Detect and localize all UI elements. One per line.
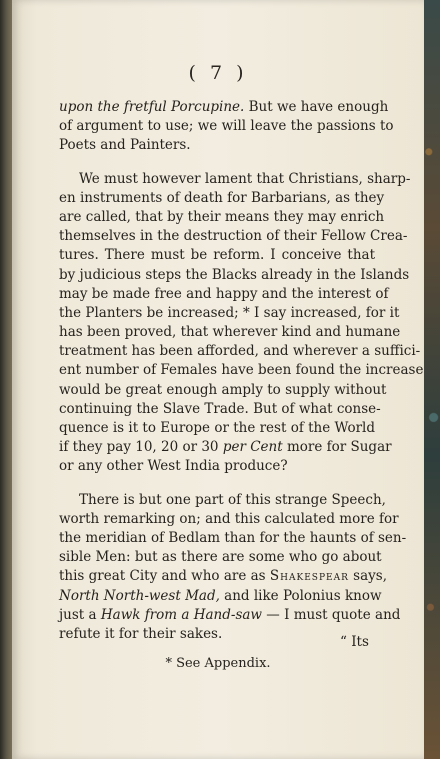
text-segment: are called, that by their means they may enrich [59,208,385,225]
text-line [59,548,382,567]
text-line [59,510,399,529]
text-segment: this great City and who are as [59,568,270,585]
text-line [59,606,401,625]
text-line [59,529,407,548]
text-line [59,400,381,419]
text-segment: just a [59,606,101,623]
text-segment: en instruments of death for Barbarians, as they [59,189,385,206]
text-line [59,419,375,438]
text-segment: would be great enough amply to supply without [59,381,387,398]
text-segment: sible Men: but as there are some who go about [59,549,382,566]
paragraph-gap [59,156,375,170]
text-line [59,361,424,380]
text-line [59,457,375,476]
text-segment: But we have enough [244,99,389,115]
text-line [59,323,401,342]
text-line [59,342,421,361]
text-segment: has been proved, that wherever kind and humane [59,324,401,341]
text-segment: says, [348,568,387,585]
text-segment: We must however lament that Christians, sharp- [79,170,411,187]
text-line [59,567,387,586]
page-number: ( 7 ) [188,62,248,84]
text-line [59,491,386,510]
book-page [12,0,424,759]
text-line [59,587,382,606]
text-line [59,98,389,117]
text-segment: and like Polonius know [219,587,382,604]
text-segment: There is but one part of this strange Speech, [79,491,386,508]
italic-text: North North-west Mad, [59,587,220,604]
text-segment: the Planters be increased; * I say increased, for it [59,304,400,321]
text-segment: continuing the Slave Trade. But of what conse- [59,400,381,417]
text-line [59,285,389,304]
text-line [59,170,411,189]
book-cover-left-edge [0,0,12,759]
text-line [59,189,385,208]
paragraph-gap [59,477,375,491]
text-line [59,266,410,285]
text-segment: treatment has been afforded, and wherever a suffici- [59,343,421,360]
text-segment: if they pay 10, 20 or 30 [59,439,223,456]
text-segment: of argument to use; we will leave the passions to [59,118,394,135]
body-text [59,98,424,644]
text-line [59,208,385,227]
paragraph-p1 [59,98,394,156]
text-line [59,625,375,644]
paragraph-p3 [59,491,407,645]
text-segment: the meridian of Bedlam than for the haunts of sen- [59,529,407,546]
text-line [59,438,392,457]
text-line [59,246,375,265]
italic-text: Hawk from a Hand-saw [100,606,262,623]
text-segment: by judicious steps the Blacks already in the Islands [59,266,410,283]
text-line [59,227,408,246]
text-segment: more for Sugar [282,439,392,456]
text-segment: tures. There must be reform. I conceive that [59,247,375,264]
text-line [59,136,375,155]
footnote: * See Appendix. [165,656,271,671]
catchword: “ Its [340,634,369,650]
paragraph-p2 [59,170,424,477]
text-segment: quence is it to Europe or the rest of the World [59,420,376,436]
text-line [59,117,394,136]
text-line [59,381,387,400]
italic-text: per Cent [222,439,283,456]
text-segment: ent number of Females have been found the increase [59,362,424,379]
text-segment: themselves in the destruction of their Fellow Crea- [59,228,408,245]
text-segment: — I must quote and [262,606,401,623]
book-cover-right-edge [424,0,440,759]
text-segment: worth remarking on; and this calculated more for [59,510,399,527]
italic-text: upon the fretful Porcupine. [59,99,245,115]
text-line [59,304,400,323]
text-segment: Poets and Painters. [59,137,191,154]
small-caps-text: Shakespear [269,568,349,585]
text-segment: or any other West India produce? [59,458,288,475]
text-segment: may be made free and happy and the interest of [59,285,389,302]
text-segment: refute it for their sakes. [59,625,223,642]
